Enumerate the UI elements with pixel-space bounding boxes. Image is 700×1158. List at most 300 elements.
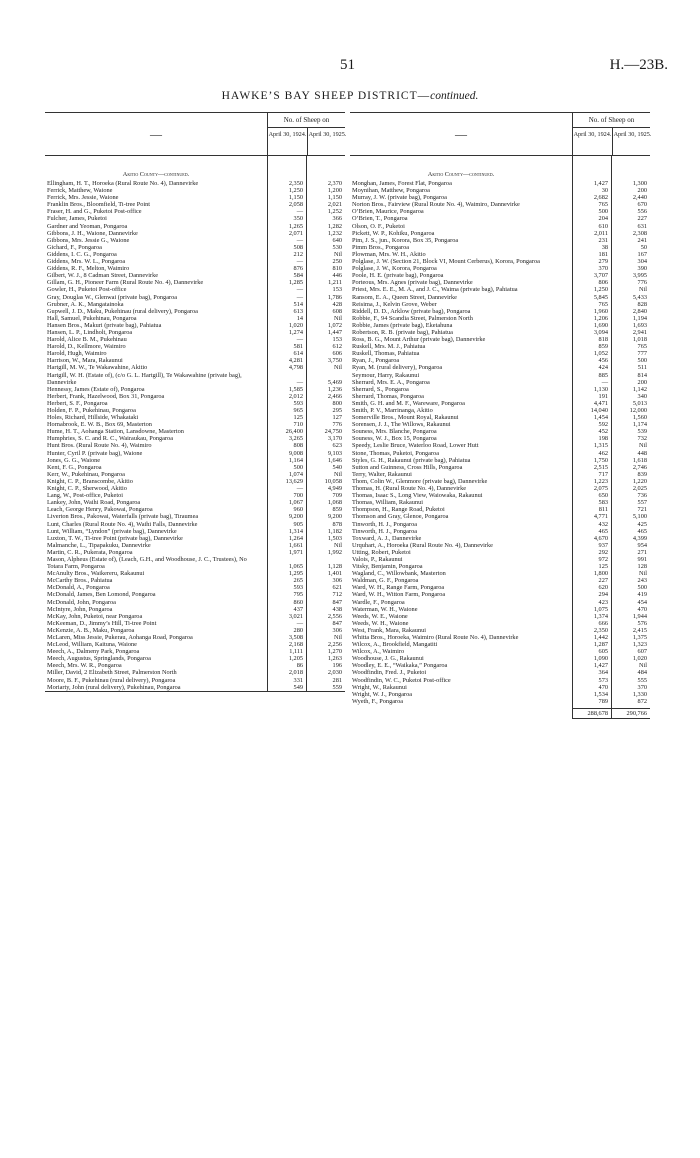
year-1925-header: April 30, 1925. <box>307 127 347 155</box>
sheep-1925: 5,013 <box>632 399 647 407</box>
sheep-1925: 10,058 <box>324 477 342 485</box>
sheep-1925: 709 <box>332 492 342 500</box>
sheep-1924: 294 <box>598 591 608 599</box>
owner-name: O’Brien, Maurice, Pongaroa <box>352 208 424 216</box>
owner-name: Knight, C. P., Branscombe, Akitio <box>47 477 133 485</box>
table-row <box>45 457 345 464</box>
table-row <box>350 577 650 584</box>
sheep-1925: 1,018 <box>632 336 647 344</box>
right-table <box>350 112 650 719</box>
sheep-1924: 1,206 <box>593 314 608 322</box>
sheep-1924: 1,250 <box>288 187 303 195</box>
title-continued: continued. <box>430 90 479 102</box>
sheep-1925: Nil <box>333 470 342 478</box>
sheep-1925: 419 <box>637 591 647 599</box>
sheep-1925: 2,370 <box>327 180 342 187</box>
sheep-1925: 1,447 <box>327 328 342 336</box>
sheep-1924: 26,400 <box>285 428 303 436</box>
sheep-1924: 500 <box>293 463 303 471</box>
owner-name: Meech, Augustus, Springlands, Pongaroa <box>47 655 151 663</box>
sheep-1925: 3,170 <box>327 435 342 443</box>
owner-name: Miller, David, 2 Elizabeth Street, Palmerston North <box>47 669 177 677</box>
table-row <box>350 265 650 272</box>
total-1924: 288,678 <box>572 708 611 719</box>
sheep-1924: 279 <box>598 258 608 266</box>
sheep-1925: 1,503 <box>327 534 342 542</box>
sheep-1925: 500 <box>637 357 647 365</box>
table-row <box>350 563 650 570</box>
table-row <box>45 577 345 584</box>
sheep-1924: 5,845 <box>593 293 608 301</box>
sheep-1924: 2,018 <box>288 669 303 677</box>
table-row <box>350 230 650 237</box>
sheep-1924: 500 <box>598 208 608 216</box>
owner-name: Somerville Bros., Mount Royal, Rakaunui <box>352 414 459 422</box>
owner-name: Meech, Mrs. W. R., Pongaroa <box>47 662 122 670</box>
table-row <box>45 499 345 506</box>
sheep-1925: 295 <box>332 407 342 414</box>
owner-name: Plowman, Mrs. W. H., Akitio <box>352 250 426 258</box>
owner-name: McAnulty Bros., Waikereru, Rakaunui <box>47 570 145 578</box>
table-row <box>45 669 345 676</box>
table-row <box>45 187 345 194</box>
sheep-1925: Nil <box>333 541 342 549</box>
owner-name: O’Brien, T., Pongaroa <box>352 215 408 223</box>
table-row <box>350 691 650 698</box>
table-row <box>350 223 650 230</box>
sheep-1925: 425 <box>637 520 647 528</box>
sheep-1925: 608 <box>332 307 342 315</box>
sheep-1924: 806 <box>598 279 608 287</box>
table-row <box>350 215 650 222</box>
sheep-1925: 3,995 <box>632 272 647 280</box>
table-row <box>350 336 650 343</box>
table-row <box>45 506 345 513</box>
owner-name: Woodfindin, Fred. J., Puketoi <box>352 669 427 677</box>
table-row <box>350 357 650 364</box>
sheep-1925: 640 <box>332 236 342 244</box>
table-row <box>45 542 345 549</box>
sheep-1925: 12,000 <box>629 407 647 414</box>
owner-name: Valois, P., Rakaunui <box>352 555 403 563</box>
sheep-1924: 423 <box>598 598 608 606</box>
sheep-1924: 9,200 <box>288 513 303 521</box>
sheep-1924: 212 <box>293 250 303 258</box>
sheep-1924: 885 <box>598 371 608 379</box>
table-row <box>350 513 650 520</box>
owner-name: Porteous, Mrs. Agnes (private bag), Dannevirke <box>352 279 473 287</box>
table-row <box>350 506 650 513</box>
sheep-1925: 1,211 <box>328 279 342 287</box>
owner-name: Holden, F. P., Pukehinau, Pongaroa <box>47 407 136 414</box>
sheep-1924: 1,164 <box>288 456 303 464</box>
owner-name: Tinworth, H. J., Pongaroa <box>352 527 418 535</box>
sheep-1924: 859 <box>598 343 608 351</box>
owner-column-header: — <box>150 127 162 141</box>
sheep-1925: Nil <box>333 250 342 258</box>
owner-name: Hornabrook, E. W. B., Box 69, Masterton <box>47 421 152 429</box>
owner-name: Liverton Bros., Pakowai, Waterfalls (private bag), Tiraumea <box>47 513 199 521</box>
sheep-1925: 2,415 <box>632 626 647 634</box>
sheep-1924: 2,350 <box>288 180 303 187</box>
owner-name: Smith, P. V., Marrinanga, Akitio <box>352 407 433 414</box>
sheep-1925: 1,330 <box>632 690 647 698</box>
sheep-1925: 511 <box>637 364 647 372</box>
table-row <box>350 655 650 662</box>
sheep-1924: 613 <box>293 307 303 315</box>
sheep-1924: 1,427 <box>593 662 608 670</box>
sheep-1924: 204 <box>598 215 608 223</box>
sheep-1924: 125 <box>598 563 608 571</box>
table-row <box>45 471 345 478</box>
sheep-1924: 1,274 <box>288 328 303 336</box>
table-row <box>350 450 650 457</box>
table-row <box>350 372 650 379</box>
sheep-count-group-header: No. of Sheep on <box>573 113 650 128</box>
sheep-1924: 227 <box>598 577 608 585</box>
left-table-body <box>45 156 345 692</box>
sheep-1924: 592 <box>598 421 608 429</box>
page-number: 51 <box>340 57 355 73</box>
sheep-1925: 1,401 <box>327 570 342 578</box>
owner-name: Gibbons, Mrs. Jessie G., Waione <box>47 236 130 244</box>
sheep-1925: 878 <box>332 520 342 528</box>
sheep-1925: 2,021 <box>327 201 342 209</box>
sheep-1925: 271 <box>637 548 647 556</box>
sheep-1924: 14 <box>296 314 303 322</box>
sheep-1924: 1,374 <box>593 612 608 620</box>
sheep-1924: 818 <box>598 336 608 344</box>
sheep-1925: 484 <box>637 669 647 677</box>
sheep-1925: 736 <box>637 492 647 500</box>
sheep-1924: 1,427 <box>593 180 608 187</box>
sheep-1924: 370 <box>598 265 608 273</box>
sheep-1924: 1,223 <box>593 477 608 485</box>
sheep-1924: 1,067 <box>288 499 303 507</box>
sheep-1925: 370 <box>637 683 647 691</box>
title-main: HAWKE’S BAY SHEEP DISTRICT— <box>221 90 431 102</box>
table-row <box>45 627 345 634</box>
sheep-1925: 167 <box>637 250 647 258</box>
document-reference: H.—23B. <box>609 57 668 73</box>
table-row <box>45 684 345 691</box>
owner-name: Gardner and Yeoman, Pongaroa <box>47 222 128 230</box>
sheep-1925: 1,992 <box>327 548 342 556</box>
table-row <box>350 698 650 705</box>
sheep-1925: 465 <box>637 527 647 535</box>
sheep-1925: 454 <box>637 598 647 606</box>
sheep-1924: 1,585 <box>288 385 303 393</box>
table-row <box>350 258 650 265</box>
sheep-1925: 828 <box>637 300 647 308</box>
owner-name: Gilbert, W. J., 8 Cadman Street, Dannevirke <box>47 272 159 280</box>
table-row <box>45 265 345 272</box>
table-row <box>350 492 650 499</box>
table-row <box>350 528 650 535</box>
sheep-1924: 2,515 <box>593 463 608 471</box>
sheep-1924: 424 <box>598 364 608 372</box>
table-row <box>350 570 650 577</box>
sheep-1925: 776 <box>637 279 647 287</box>
sheep-1924: 620 <box>598 584 608 592</box>
table-row <box>45 492 345 499</box>
owner-name: Reisima, J., Kelvin Grove, Weber <box>352 300 437 308</box>
sheep-1925: 340 <box>637 392 647 400</box>
sheep-1925: 1,323 <box>632 641 647 649</box>
table-row <box>350 286 650 293</box>
table-row <box>45 272 345 279</box>
sheep-1925: 872 <box>637 697 647 705</box>
sheep-1925: 555 <box>637 676 647 684</box>
table-row <box>45 421 345 428</box>
sheep-1925: 606 <box>332 350 342 358</box>
sheep-1924: 4,471 <box>593 399 608 407</box>
sheep-1924: 1,442 <box>593 634 608 641</box>
sheep-1924: 3,265 <box>288 435 303 443</box>
sheep-1925: 281 <box>332 676 342 684</box>
table-row <box>350 599 650 606</box>
sheep-1925: 765 <box>637 343 647 351</box>
table-row <box>45 641 345 648</box>
table-row <box>45 364 345 371</box>
table-row <box>45 513 345 520</box>
sheep-1924: 4,798 <box>288 364 303 372</box>
owner-name: Harold, Hugh, Waimiro <box>47 350 107 358</box>
sheep-1925: 1,072 <box>327 321 342 329</box>
sheep-1925: 991 <box>637 555 647 563</box>
table-row <box>45 294 345 301</box>
table-row <box>45 343 345 350</box>
table-row <box>350 421 650 428</box>
sheep-1925: 777 <box>637 350 647 358</box>
owner-name: Tinworth, H. J., Pongaroa <box>352 520 418 528</box>
owner-name: Giddens, Mrs. W. L., Pongaroa <box>47 258 126 266</box>
sheep-1925: 2,556 <box>327 612 342 620</box>
sheep-1925: 539 <box>637 428 647 436</box>
sheep-1924: 1,295 <box>288 570 303 578</box>
table-row <box>350 414 650 421</box>
sheep-1925: 438 <box>332 605 342 613</box>
table-row <box>45 407 345 414</box>
table-row <box>350 386 650 393</box>
sheep-1925: 732 <box>637 435 647 443</box>
table-row <box>45 521 345 528</box>
owner-name: Lunt, William, “Lyndon” (private bag), Dannevirke <box>47 527 177 535</box>
owner-name: Ryan, M. (rural delivery), Pongaroa <box>352 364 443 372</box>
owner-name: Ward, W. H., Witton Farm, Pongaroa <box>352 591 446 599</box>
sheep-1924: 3,508 <box>288 634 303 641</box>
sheep-1924: 1,130 <box>593 385 608 393</box>
sheep-1925: 2,308 <box>632 229 647 237</box>
sheep-1924: — <box>296 208 303 216</box>
sheep-1924: 470 <box>598 683 608 691</box>
table-row <box>350 627 650 634</box>
owner-name: Giddens, R. F., Melton, Waimiro <box>47 265 130 273</box>
owner-name: Fulcher, James, Puketoi <box>47 215 107 223</box>
owner-name: Lang, W., Post-office, Puketoi <box>47 492 123 500</box>
right-table-header <box>350 112 650 156</box>
sheep-1925: 1,270 <box>327 648 342 656</box>
table-row <box>45 591 345 598</box>
table-row <box>45 584 345 591</box>
table-row <box>350 662 650 669</box>
sheep-1925: 428 <box>332 300 342 308</box>
owner-name: Terry, Walter, Rakaunui <box>352 470 412 478</box>
sheep-1925: 540 <box>332 463 342 471</box>
sheep-1925: 250 <box>332 258 342 266</box>
owner-name: Mason, Alpheus (Estate of), (Leach, G.H., and Woodhouse, J. C., Trustees), No Totara Farm, Pongaroa <box>47 555 247 571</box>
owner-name: Hartgill, M. W., Te Wakawahine, Akitio <box>47 364 148 372</box>
table-row <box>350 634 650 641</box>
owner-name: Lankey, John, Waihi Road, Pongaroa <box>47 499 141 507</box>
owner-name: Olson, O. F., Puketoi <box>352 222 405 230</box>
table-row <box>45 677 345 684</box>
sheep-1924: 717 <box>598 470 608 478</box>
sheep-1924: 4,670 <box>593 534 608 542</box>
table-row <box>45 435 345 442</box>
sheep-1925: 1,068 <box>327 499 342 507</box>
sheep-1924: 1,960 <box>593 307 608 315</box>
sheep-1924: 1,205 <box>288 655 303 663</box>
sheep-1925: 390 <box>637 265 647 273</box>
owner-name: Styles, G. H., Rakaunui (private bag), Pahiatua <box>352 456 471 464</box>
sheep-1925: 1,194 <box>632 314 647 322</box>
section-heading: Akitio County—continued. <box>122 171 190 178</box>
total-row <box>350 708 650 719</box>
table-row <box>45 655 345 662</box>
owner-name: Robbie, F., 94 Scandia Street, Palmerston North <box>352 314 473 322</box>
owner-name: Ferrick, Matthew, Waione <box>47 187 113 195</box>
table-row <box>350 613 650 620</box>
owner-name: McDonald, John, Pongaroa <box>47 598 116 606</box>
sheep-1925: 470 <box>637 605 647 613</box>
owner-name: McDonald, A., Pongaroa <box>47 584 110 592</box>
sheep-1924: 462 <box>598 449 608 457</box>
table-row <box>350 478 650 485</box>
owner-name: Kent, F. G., Pongaroa <box>47 463 102 471</box>
owner-name: Woodfindin, W. C., Puketoi Post-office <box>352 676 451 684</box>
sheep-1924: 1,065 <box>288 563 303 571</box>
owner-name: Wright, W., Rakaunui <box>352 683 407 691</box>
owner-name: Luxton, T. W., Ti-tree Point (private bag), Dannevirke <box>47 534 183 542</box>
total-1925: 290,766 <box>611 708 650 719</box>
sheep-1925: 9,103 <box>327 449 342 457</box>
table-row <box>350 272 650 279</box>
sheep-1924: 280 <box>293 626 303 634</box>
sheep-1925: 559 <box>332 683 342 691</box>
table-row <box>45 237 345 244</box>
owner-name: Urquhart, A., Horoeka (Rural Route No. 4), Dannevirke <box>352 541 493 549</box>
owner-name: Thomas, H. (Rural Route No. 4), Dannevirke <box>352 485 467 493</box>
owner-name: McKay, John, Puketoi, near Pongaroa <box>47 612 143 620</box>
owner-name: Priest, Mrs. E. E., M. A., and J. C., Waima (private bag), Pahiatua <box>352 286 518 294</box>
sheep-1925: 859 <box>332 506 342 514</box>
owner-name: Robertson, R. B. (private bag), Pahiatua <box>352 328 453 336</box>
sheep-1925: 1,252 <box>327 208 342 216</box>
sheep-1924: 4,771 <box>593 513 608 521</box>
table-row <box>45 606 345 613</box>
table-row <box>350 521 650 528</box>
sheep-1924: 1,150 <box>288 194 303 202</box>
sheep-1925: 621 <box>332 584 342 592</box>
sheep-1925: 243 <box>637 577 647 585</box>
sheep-1924: 1,074 <box>288 470 303 478</box>
table-row <box>45 400 345 407</box>
owner-name: Harrison, W., Mara, Rakaunui <box>47 357 123 365</box>
sheep-1924: — <box>296 286 303 294</box>
sheep-1925: 612 <box>332 343 342 351</box>
table-row <box>350 294 650 301</box>
sheep-1924: 125 <box>293 414 303 422</box>
table-row <box>350 471 650 478</box>
table-row <box>45 393 345 400</box>
sheep-1924: 614 <box>293 350 303 358</box>
sheep-1925: 2,466 <box>327 392 342 400</box>
sheep-1924: 452 <box>598 428 608 436</box>
sheep-1924: 1,075 <box>593 605 608 613</box>
sheep-1924: 965 <box>293 407 303 414</box>
sheep-1925: 227 <box>637 215 647 223</box>
sheep-1925: Nil <box>638 570 647 578</box>
page-title <box>0 90 700 102</box>
sheep-1925: 1,375 <box>632 634 647 641</box>
table-row <box>45 414 345 421</box>
sheep-1924: 265 <box>293 577 303 585</box>
owner-name: Hennessy, James (Estate of), Pongaroa <box>47 385 145 393</box>
owner-name: Sherrard, Mrs. E. A., Pongaroa <box>352 378 430 386</box>
owner-name: Robbie, James (private bag), Eketahuna <box>352 321 453 329</box>
owner-name: Hunt Bros. (Rural Route No. 4), Waimiro <box>47 442 152 450</box>
sheep-1924: 198 <box>598 435 608 443</box>
table-row <box>45 258 345 265</box>
owner-name: Herbert, Frank, Hazelwood, Box 31, Pongaroa <box>47 392 165 400</box>
sheep-1924: 876 <box>293 265 303 273</box>
sheep-1925: 153 <box>332 336 342 344</box>
sheep-1924: 350 <box>293 215 303 223</box>
table-row <box>350 620 650 627</box>
sheep-1925: 530 <box>332 243 342 251</box>
sheep-1925: 50 <box>640 243 647 251</box>
sheep-1924: 1,534 <box>593 690 608 698</box>
sheep-1924: 231 <box>598 236 608 244</box>
sheep-1925: Nil <box>333 634 342 641</box>
owner-name: Thomas, Isaac S., Long View, Waiowaka, Rakaunui <box>352 492 483 500</box>
sheep-1924: 1,287 <box>593 641 608 649</box>
owner-name: Holes, Richard, Hillside, Whakataki <box>47 414 139 422</box>
sheep-1925: 776 <box>332 421 342 429</box>
table-row <box>350 669 650 676</box>
table-row <box>350 301 650 308</box>
owner-name: Humphries, S. C. and R. C., Wairaukau, Pongaroa <box>47 435 173 443</box>
sheep-1924: 583 <box>598 499 608 507</box>
table-row <box>45 244 345 251</box>
sheep-1925: 1,560 <box>632 414 647 422</box>
sheep-1925: 800 <box>332 399 342 407</box>
table-row <box>350 201 650 208</box>
sheep-1925: 1,150 <box>327 194 342 202</box>
sheep-1925: 1,200 <box>327 187 342 195</box>
sheep-1924: 1,090 <box>593 655 608 663</box>
table-row <box>45 662 345 669</box>
owner-name: Wilcox, A., Brookfield, Mangatiti <box>352 641 438 649</box>
owner-name: Martin, C. R., Pukerata, Pongaroa <box>47 548 133 556</box>
owner-name: Ellingham, H. T., Horoeka (Rural Route No. 4), Dannevirke <box>47 180 199 187</box>
sheep-1925: 576 <box>637 619 647 627</box>
sheep-1925: 1,182 <box>327 527 342 535</box>
sheep-1924: — <box>296 236 303 244</box>
sheep-1924: 3,021 <box>288 612 303 620</box>
table-row <box>45 464 345 471</box>
